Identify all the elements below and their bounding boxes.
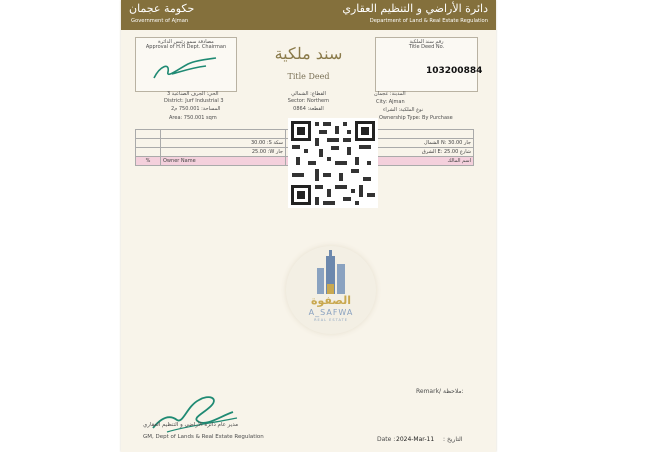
building-icon — [313, 250, 349, 296]
government-name-english: Government of Ajman — [131, 18, 189, 24]
city-arabic: المدينة: عجمان — [374, 91, 406, 97]
deed-number-box — [375, 37, 483, 92]
percent-column-label: % — [136, 157, 161, 166]
title-deed-document — [121, 0, 496, 452]
boundary-west: 25.00 :W جار — [161, 148, 286, 157]
government-name-arabic: حكومة عجمان — [129, 2, 195, 15]
department-name-arabic: دائرة الأراضي و التنظيم العقاري — [342, 2, 488, 15]
sector-english: Sector: Northern — [287, 98, 330, 104]
boundary-south: 30.00 :S سكة — [161, 139, 286, 148]
district-arabic: الحي: الجرف الصناعية 3 — [167, 91, 219, 97]
deed-number-label-arabic: رقم سند الملكية — [409, 39, 444, 45]
ownership-type-english: Ownership Type: By Purchase — [379, 115, 453, 121]
area-english: Area: 750.001 sqm — [169, 115, 217, 121]
department-name-english: Department of Land & Real Estate Regulation — [369, 18, 488, 24]
boundary-east: الشرق E: شارع 25.00 — [339, 148, 474, 157]
sector-arabic: القطاع: الشمالي — [291, 91, 326, 97]
qr-code — [288, 118, 378, 208]
deed-number-label-english: Title Deed No. — [408, 44, 445, 50]
issue-date-value: 2024-Mar-11 — [396, 436, 435, 443]
plot-arabic: القطعة: 0864 — [293, 106, 324, 112]
boundary-north: الشمال N: جار 30.00 — [339, 139, 474, 148]
gm-signature — [147, 388, 247, 438]
document-header — [121, 0, 496, 30]
remark-label: Remark/ ملاحظة: — [416, 388, 464, 395]
deed-number-value: 103200884 — [426, 66, 483, 76]
date-label: Date : — [377, 436, 396, 443]
city-english: City: Ajman — [376, 99, 405, 105]
logo-text-english: A_SAFWA — [308, 308, 354, 317]
owner-name-label: Owner Name — [161, 157, 286, 166]
gm-title-arabic: مدير عام دائرة الأراضي و التنظيم العقاري — [143, 422, 239, 428]
title-deed-heading-english: Title Deed — [287, 72, 330, 81]
date-label-arabic: : التاريخ — [443, 436, 463, 443]
owner-name-label-arabic: اسم المالك — [339, 157, 474, 166]
logo-text-arabic: الصفوة — [310, 294, 352, 307]
approval-label-english: Approval of H.H Dept. Chairman — [145, 44, 227, 50]
ownership-type-arabic: نوع الملكية: الشراء — [383, 107, 424, 113]
district-english: District: Jurf Industrial 3 — [164, 98, 224, 104]
gm-title-english: GM, Dept of Lands & Real Estate Regulation — [143, 434, 264, 440]
chairman-approval-box — [135, 37, 237, 92]
chairman-signature — [150, 52, 222, 84]
area-arabic: المساحة: 750.001 م2 — [171, 106, 221, 112]
a-safwa-logo — [286, 246, 376, 334]
title-deed-heading-arabic: سند ملكية — [274, 44, 343, 63]
logo-subtext: REAL ESTATE — [314, 318, 348, 322]
approval-label-arabic: مصادقة سمو رئيس الدائرة — [158, 39, 214, 45]
